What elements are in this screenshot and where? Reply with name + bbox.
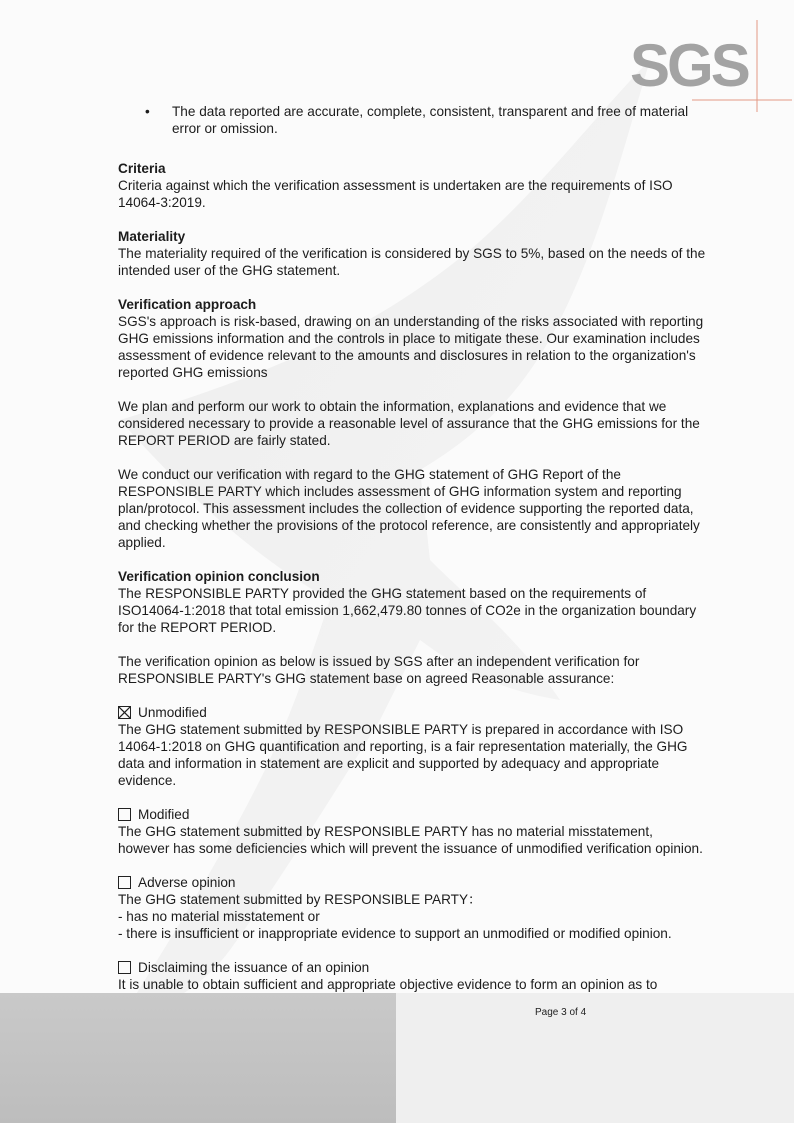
option-label: Adverse opinion [138, 875, 236, 890]
materiality-text: The materiality required of the verification is considered by SGS to 5%, based on the needs of the intended user of the GHG statement. [118, 246, 706, 278]
conclusion-heading: Verification opinion conclusion [118, 569, 320, 584]
checkbox-checked-icon[interactable] [118, 706, 131, 719]
option-text: It is unable to obtain sufficient and appropriate objective evidence to form an opinion as to [118, 977, 658, 992]
checkbox-unchecked-icon[interactable] [118, 808, 131, 821]
opinion-option-unmodified [118, 704, 708, 789]
opinion-option-adverse [118, 874, 708, 942]
option-text: The GHG statement submitted by RESPONSIBLE PARTY is prepared in accordance with ISO 14064-1:2018 on GHG quantification and reporting, is a fair representation materially, the GHG data and information in statement are explicit and supported by adequacy and appropriate evidence. [118, 722, 688, 788]
footer-band [0, 993, 396, 1123]
approach-paragraph-3: We conduct our verification with regard to the GHG statement of GHG Report of the RESPONSIBLE PARTY which includes assessment of GHG information system and reporting plan/protocol. This assessment includes the collection of evidence supporting the reported data, and checking whether the provisions of the protocol reference, are consistently and appropriately applied. [118, 467, 700, 550]
opinion-option-modified [118, 806, 708, 857]
option-line: - has no material misstatement or [118, 909, 320, 924]
criteria-text: Criteria against which the verification assessment is undertaken are the requirements of ISO 14064-3:2019. [118, 178, 673, 210]
checkbox-unchecked-icon[interactable] [118, 876, 131, 889]
bullet-dot-icon: • [145, 104, 150, 119]
bullet-item: • The data reported are accurate, complete, consistent, transparent and free of material error or omission. [145, 104, 689, 136]
option-label: Disclaiming the issuance of an opinion [138, 960, 370, 975]
option-text: The GHG statement submitted by RESPONSIBLE PARTY： [118, 892, 482, 907]
option-line: - there is insufficient or inappropriate evidence to support an unmodified or modified opinion. [118, 926, 672, 941]
approach-paragraph-2: We plan and perform our work to obtain the information, explanations and evidence that we considered necessary to provide a reasonable level of assurance that the GHG emissions for the REPORT PERIOD are fairly stated. [118, 399, 700, 448]
criteria-heading: Criteria [118, 161, 166, 176]
option-label: Unmodified [138, 705, 207, 720]
materiality-heading: Materiality [118, 229, 186, 244]
approach-heading: Verification approach [118, 297, 257, 312]
checkbox-unchecked-icon[interactable] [118, 961, 131, 974]
option-text: The GHG statement submitted by RESPONSIBLE PARTY has no material misstatement, however has some deficiencies which will prevent the issuance of unmodified verification opinion. [118, 824, 703, 856]
conclusion-paragraph-2: The verification opinion as below is issued by SGS after an independent verification for RESPONSIBLE PARTY's GHG statement base on agreed Reasonable assurance: [118, 654, 640, 686]
option-label: Modified [138, 807, 190, 822]
conclusion-paragraph-1: The RESPONSIBLE PARTY provided the GHG statement based on the requirements of ISO14064-1:2018 that total emission 1,662,479.80 tonnes of CO2e in the organization boundary for the REPORT PERIOD. [118, 586, 697, 635]
page-number: Page 3 of 4 [535, 1007, 587, 1018]
svg-text:SGS: SGS [630, 32, 748, 99]
footer-band-light [396, 993, 794, 1123]
approach-paragraph-1: SGS's approach is risk-based, drawing on an understanding of the risks associated with reporting GHG emissions information and the controls in place to mitigate these. Our examination includes assessment of evidence relevant to the amounts and disclosures in relation to the organization's reported GHG emissions [118, 314, 704, 380]
report-body [118, 103, 708, 1027]
